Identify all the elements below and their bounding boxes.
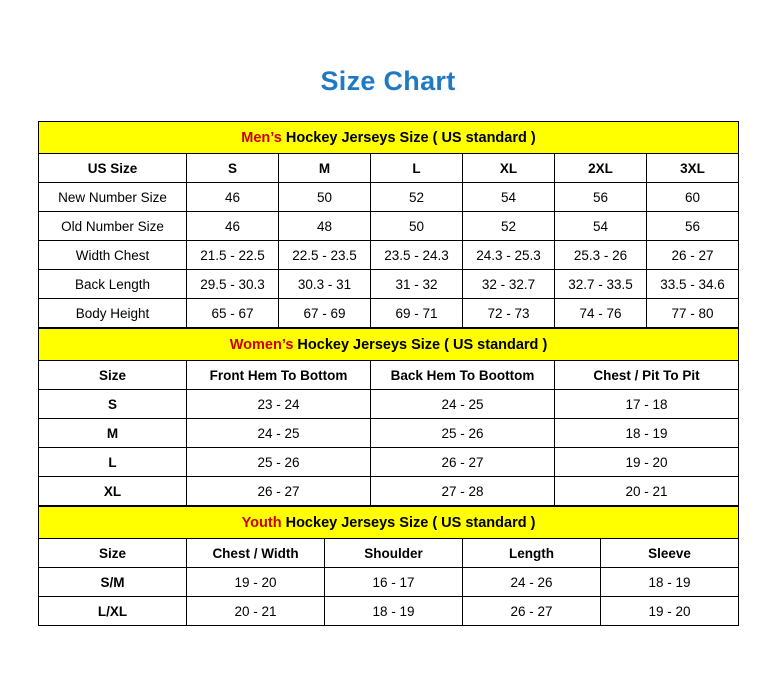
table-row — [39, 568, 739, 597]
mens-row-3-cell-1: 30.3 - 31 — [279, 270, 371, 299]
table-banner-row — [39, 329, 739, 361]
mens-row-4-label: Body Height — [39, 299, 187, 328]
youth-row-0-cell-2: 24 - 26 — [463, 568, 601, 597]
mens-row-3-label: Back Length — [39, 270, 187, 299]
table-header-row — [39, 539, 739, 568]
table-row — [39, 477, 739, 506]
womens-size-table-block — [38, 328, 738, 506]
mens-size-table — [38, 121, 739, 328]
youth-banner-highlight: Youth — [241, 514, 282, 531]
table-row — [39, 241, 739, 270]
youth-row-1-cell-2: 26 - 27 — [463, 597, 601, 626]
youth-row-1-cell-1: 18 - 19 — [325, 597, 463, 626]
womens-row-2-cell-1: 26 - 27 — [371, 448, 555, 477]
youth-size-table-block — [38, 506, 738, 626]
mens-banner-highlight: Men’s — [241, 129, 282, 146]
womens-size-table — [38, 328, 739, 506]
mens-row-3-cell-0: 29.5 - 30.3 — [187, 270, 279, 299]
mens-row-1-cell-5: 56 — [647, 212, 739, 241]
mens-header-cell-3: L — [371, 154, 463, 183]
youth-row-0-label: S/M — [39, 568, 187, 597]
mens-row-1-cell-2: 50 — [371, 212, 463, 241]
mens-row-3-cell-3: 32 - 32.7 — [463, 270, 555, 299]
mens-row-3-cell-5: 33.5 - 34.6 — [647, 270, 739, 299]
womens-banner-rest: Hockey Jerseys Size ( US standard ) — [293, 336, 548, 353]
mens-row-2-cell-3: 24.3 - 25.3 — [463, 241, 555, 270]
youth-banner-rest: Hockey Jerseys Size ( US standard ) — [281, 514, 536, 531]
youth-size-table — [38, 506, 739, 626]
mens-row-4-cell-2: 69 - 71 — [371, 299, 463, 328]
table-row — [39, 390, 739, 419]
womens-row-3-cell-2: 20 - 21 — [555, 477, 739, 506]
mens-row-1-cell-0: 46 — [187, 212, 279, 241]
mens-row-2-label: Width Chest — [39, 241, 187, 270]
womens-row-1-cell-2: 18 - 19 — [555, 419, 739, 448]
mens-header-cell-1: S — [187, 154, 279, 183]
mens-row-1-cell-3: 52 — [463, 212, 555, 241]
womens-row-3-label: XL — [39, 477, 187, 506]
mens-row-3-cell-2: 31 - 32 — [371, 270, 463, 299]
mens-row-4-cell-0: 65 - 67 — [187, 299, 279, 328]
mens-row-0-cell-3: 54 — [463, 183, 555, 212]
mens-header-cell-4: XL — [463, 154, 555, 183]
mens-banner — [39, 122, 739, 154]
mens-row-0-cell-0: 46 — [187, 183, 279, 212]
youth-header-cell-1: Chest / Width — [187, 539, 325, 568]
page-title: Size Chart — [320, 66, 456, 96]
mens-header-cell-0: US Size — [39, 154, 187, 183]
mens-banner-rest: Hockey Jerseys Size ( US standard ) — [281, 129, 536, 146]
youth-header-cell-0: Size — [39, 539, 187, 568]
youth-row-1-cell-3: 19 - 20 — [601, 597, 739, 626]
mens-row-2-cell-1: 22.5 - 23.5 — [279, 241, 371, 270]
table-header-row — [39, 361, 739, 390]
table-row — [39, 270, 739, 299]
youth-row-1-label: L/XL — [39, 597, 187, 626]
mens-row-0-cell-4: 56 — [555, 183, 647, 212]
womens-row-2-cell-0: 25 - 26 — [187, 448, 371, 477]
table-header-row — [39, 154, 739, 183]
table-banner-row — [39, 507, 739, 539]
youth-header-cell-4: Sleeve — [601, 539, 739, 568]
mens-row-1-cell-1: 48 — [279, 212, 371, 241]
youth-banner — [39, 507, 739, 539]
womens-header-cell-1: Front Hem To Bottom — [187, 361, 371, 390]
womens-row-3-cell-1: 27 - 28 — [371, 477, 555, 506]
mens-row-1-label: Old Number Size — [39, 212, 187, 241]
mens-row-2-cell-0: 21.5 - 22.5 — [187, 241, 279, 270]
mens-row-2-cell-4: 25.3 - 26 — [555, 241, 647, 270]
womens-header-cell-2: Back Hem To Boottom — [371, 361, 555, 390]
table-row — [39, 183, 739, 212]
youth-header-cell-2: Shoulder — [325, 539, 463, 568]
mens-row-0-cell-2: 52 — [371, 183, 463, 212]
mens-row-4-cell-4: 74 - 76 — [555, 299, 647, 328]
mens-row-0-cell-5: 60 — [647, 183, 739, 212]
youth-row-0-cell-1: 16 - 17 — [325, 568, 463, 597]
mens-row-0-cell-1: 50 — [279, 183, 371, 212]
mens-header-cell-5: 2XL — [555, 154, 647, 183]
table-row — [39, 212, 739, 241]
womens-banner-highlight: Women’s — [229, 336, 294, 353]
mens-row-1-cell-4: 54 — [555, 212, 647, 241]
womens-row-1-cell-1: 25 - 26 — [371, 419, 555, 448]
mens-size-table-block — [38, 121, 738, 328]
mens-header-cell-6: 3XL — [647, 154, 739, 183]
mens-row-0-label: New Number Size — [39, 183, 187, 212]
womens-row-1-label: M — [39, 419, 187, 448]
womens-row-1-cell-0: 24 - 25 — [187, 419, 371, 448]
womens-row-0-cell-2: 17 - 18 — [555, 390, 739, 419]
womens-row-2-label: L — [39, 448, 187, 477]
youth-header-cell-3: Length — [463, 539, 601, 568]
womens-banner — [39, 329, 739, 361]
table-row — [39, 419, 739, 448]
youth-row-0-cell-3: 18 - 19 — [601, 568, 739, 597]
mens-header-cell-2: M — [279, 154, 371, 183]
mens-row-4-cell-5: 77 - 80 — [647, 299, 739, 328]
womens-row-3-cell-0: 26 - 27 — [187, 477, 371, 506]
mens-row-2-cell-5: 26 - 27 — [647, 241, 739, 270]
tables-container — [38, 121, 738, 626]
womens-row-0-label: S — [39, 390, 187, 419]
table-row — [39, 597, 739, 626]
womens-header-cell-3: Chest / Pit To Pit — [555, 361, 739, 390]
table-banner-row — [39, 122, 739, 154]
youth-row-0-cell-0: 19 - 20 — [187, 568, 325, 597]
mens-row-3-cell-4: 32.7 - 33.5 — [555, 270, 647, 299]
youth-row-1-cell-0: 20 - 21 — [187, 597, 325, 626]
mens-row-4-cell-3: 72 - 73 — [463, 299, 555, 328]
table-row — [39, 448, 739, 477]
womens-row-0-cell-0: 23 - 24 — [187, 390, 371, 419]
womens-row-0-cell-1: 24 - 25 — [371, 390, 555, 419]
womens-header-cell-0: Size — [39, 361, 187, 390]
table-row — [39, 299, 739, 328]
mens-row-2-cell-2: 23.5 - 24.3 — [371, 241, 463, 270]
womens-row-2-cell-2: 19 - 20 — [555, 448, 739, 477]
mens-row-4-cell-1: 67 - 69 — [279, 299, 371, 328]
